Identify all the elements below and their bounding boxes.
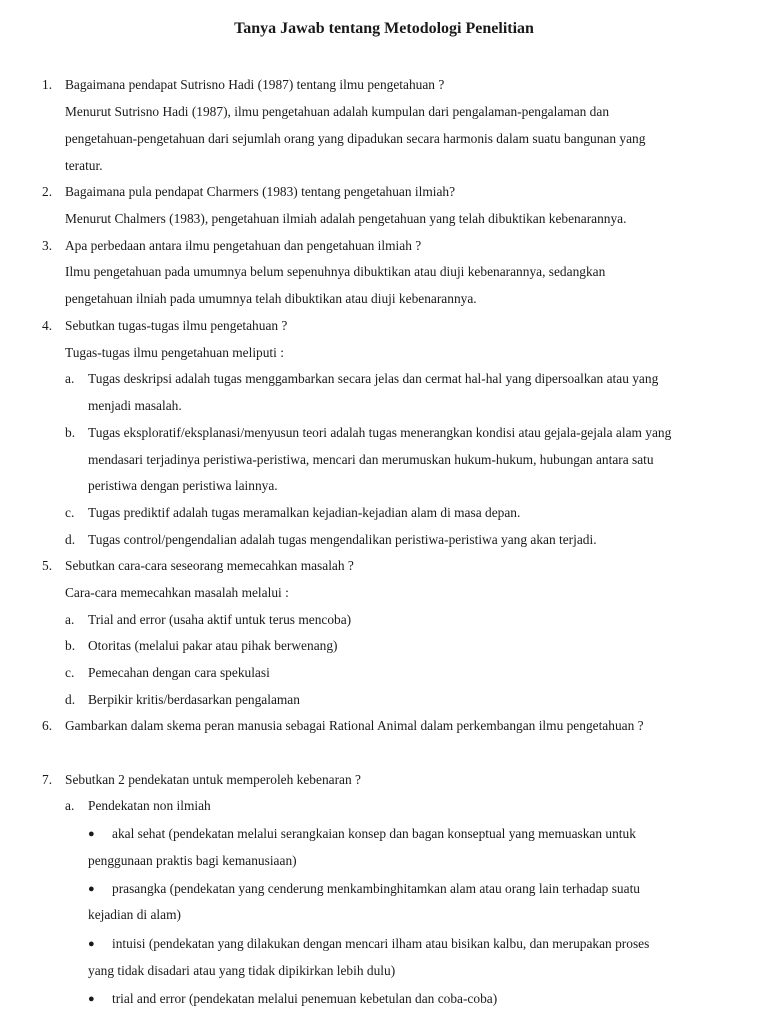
q7-number: 7. [42, 772, 53, 787]
q7-question: Sebutkan 2 pendekatan untuk memperoleh kebenaran ? [65, 772, 361, 787]
q2-answer-line: Menurut Chalmers (1983), pengetahuan ilmiah adalah pengetahuan yang telah dibuktikan kebenarannya. [65, 211, 627, 226]
bullet-icon: ● [88, 883, 95, 895]
q5-item-text: Pemecahan dengan cara spekulasi [88, 665, 270, 680]
q5-number: 5. [42, 558, 53, 573]
bullet-icon: ● [88, 993, 95, 1005]
q4-item-line: menjadi masalah. [88, 398, 182, 413]
q4-item-label: a. [65, 371, 75, 386]
q7-bullet-line: yang tidak disadari atau yang tidak dipikirkan lebih dulu) [88, 963, 396, 978]
q3-answer-line: Ilmu pengetahuan pada umumnya belum sepenuhnya dibuktikan atau diuji kebenarannya, sedangkan [65, 264, 606, 279]
q3-number: 3. [42, 238, 53, 253]
q4-item-label: c. [65, 505, 75, 520]
q5-item-label: c. [65, 665, 75, 680]
q4-item-label: d. [65, 532, 76, 547]
q4-item-line: peristiwa dengan peristiwa lainnya. [88, 478, 278, 493]
q1-answer-line: pengetahuan-pengetahuan dari sejumlah orang yang dipadukan secara harmonis dalam suatu bangunan yang [65, 131, 646, 146]
q5-item-label: b. [65, 638, 76, 653]
bullet-icon: ● [88, 828, 95, 840]
q4-item-label: b. [65, 425, 76, 440]
q7-bullet-line: akal sehat (pendekatan melalui serangkaian konsep dan bagan konseptual yang memuaskan untuk [112, 826, 636, 841]
page-title: Tanya Jawab tentang Metodologi Penelitian [234, 20, 534, 37]
q7-bullet-line: intuisi (pendekatan yang dilakukan dengan mencari ilham atau bisikan kalbu, dan merupakan proses [112, 936, 650, 951]
q5-item-text: Berpikir kritis/berdasarkan pengalaman [88, 692, 300, 707]
q1-question: Bagaimana pendapat Sutrisno Hadi (1987) tentang ilmu pengetahuan ? [65, 77, 445, 92]
q3-question: Apa perbedaan antara ilmu pengetahuan dan pengetahuan ilmiah ? [65, 238, 422, 253]
q4-item-line: Tugas prediktif adalah tugas meramalkan kejadian-kejadian alam di masa depan. [88, 505, 521, 520]
q7-bullet-line: prasangka (pendekatan yang cenderung menkambinghitamkan alam atau orang lain terhadap suatu [112, 881, 640, 896]
q4-intro: Tugas-tugas ilmu pengetahuan meliputi : [65, 345, 284, 360]
q7-sub-label: a. [65, 798, 75, 813]
q1-number: 1. [42, 77, 53, 92]
q4-item-line: Tugas deskripsi adalah tugas menggambarkan secara jelas dan cermat hal-hal yang dipersoalkan atau yang [88, 371, 659, 386]
q4-item-line: Tugas eksploratif/eksplanasi/menyusun teori adalah tugas menerangkan kondisi atau gejala-gejala alam yang [88, 425, 672, 440]
q4-question: Sebutkan tugas-tugas ilmu pengetahuan ? [65, 318, 288, 333]
q7-sub-text: Pendekatan non ilmiah [88, 798, 211, 813]
q7-bullet-line: trial and error (pendekatan melalui penemuan kebetulan dan coba-coba) [112, 991, 498, 1006]
q5-item-label: d. [65, 692, 76, 707]
q4-item-line: Tugas control/pengendalian adalah tugas mengendalikan peristiwa-peristiwa yang akan terjadi. [88, 532, 597, 547]
q6-number: 6. [42, 718, 53, 733]
q3-answer-line: pengetahuan ilniah pada umumnya telah dibuktikan atau diuji kebenarannya. [65, 291, 477, 306]
q7-bullet-line: kejadian di alam) [88, 907, 181, 922]
q5-question: Sebutkan cara-cara seseorang memecahkan masalah ? [65, 558, 354, 573]
q2-question: Bagaimana pula pendapat Charmers (1983) tentang pengetahuan ilmiah? [65, 184, 456, 199]
q1-answer-line: Menurut Sutrisno Hadi (1987), ilmu pengetahuan adalah kumpulan dari pengalaman-pengalaman dan [65, 104, 610, 119]
q6-question: Gambarkan dalam skema peran manusia sebagai Rational Animal dalam perkembangan ilmu pengetahuan ? [65, 718, 644, 733]
q5-item-text: Trial and error (usaha aktif untuk terus mencoba) [88, 612, 352, 627]
q5-item-label: a. [65, 612, 75, 627]
q1-answer-line: teratur. [65, 158, 103, 173]
q4-item-line: mendasari terjadinya peristiwa-peristiwa, mencari dan merumuskan hukum-hukum, hubungan antara satu [88, 452, 654, 467]
q2-number: 2. [42, 184, 53, 199]
bullet-icon: ● [88, 938, 95, 950]
q7-bullet-line: penggunaan praktis bagi kemanusiaan) [88, 853, 297, 868]
q4-number: 4. [42, 318, 53, 333]
q5-intro: Cara-cara memecahkan masalah melalui : [65, 585, 289, 600]
q5-item-text: Otoritas (melalui pakar atau pihak berwenang) [88, 638, 338, 653]
